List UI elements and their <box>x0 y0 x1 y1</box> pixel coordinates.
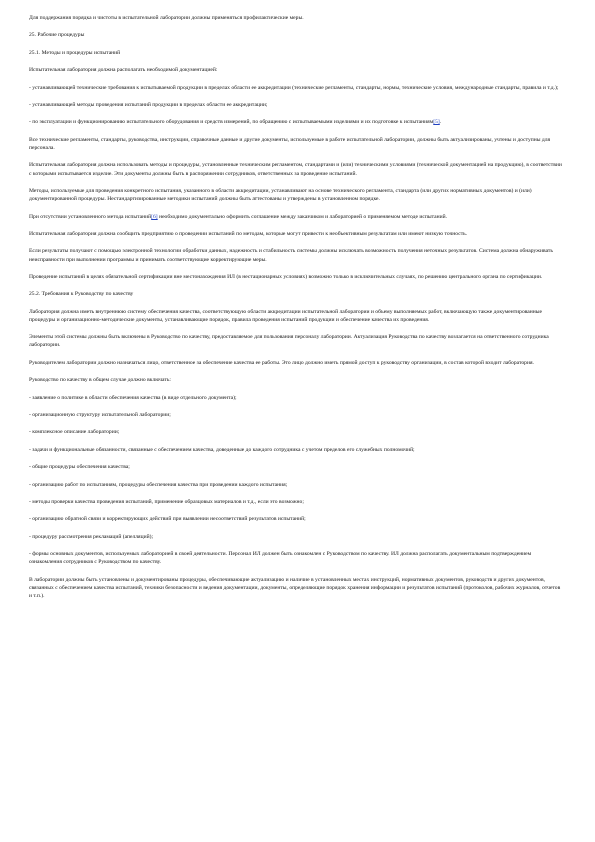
paragraph: Проведение испытаний в целях обязательной сертификации вне местонахождения ИЛ (в нестационарных условиях) возможно только в исключительных случаях, по решению центрального органа по сертификации. <box>29 273 543 280</box>
list-item-text: - по эксплуатации и функционированию испытательного оборудования и средств измерений, по обращению с испытываемыми изделиями и их подготовке к испытаниям <box>29 119 434 126</box>
paragraph-maintenance: Для поддержания порядка и чистоты в испытательной лаборатории должны применяться профилактические меры. <box>29 15 304 21</box>
list-item: - методы проверки качества проведения испытаний, применение образцовых материалов и т.д., если это возможно; <box>29 498 304 505</box>
list-item: - общие процедуры обеспечения качества; <box>29 464 130 471</box>
paragraph <box>29 213 563 221</box>
subsection-heading-25-2: 25.2. Требования к Руководству по качеству <box>29 291 134 298</box>
list-item: - комплексное описание лаборатории; <box>29 429 120 436</box>
list-item: - формы основных документов, используемых лабораторией в своей деятельности. Персонал ИЛ должен быть ознакомлен с Руководством по качеству. ИЛ должна располагать документальным подтверждением ознакомления сотрудников с Руководством по качеству. <box>29 551 532 566</box>
list-item: - организационную структуру испытательной лаборатории; <box>29 412 171 419</box>
paragraph-documentation: Испытательная лаборатория должна располагать необходимой документацией: <box>29 67 218 74</box>
list-item <box>29 118 563 126</box>
paragraph: Руководство по качеству в общем случае должно включать: <box>29 377 171 384</box>
list-item: - организацию обратной связи и корректирующих действий при выявлении несоответствий результатов испытаний; <box>29 516 306 523</box>
list-item: - задачи и функциональные обязанности, связанные с обеспечением качества, доведенные до каждого сотрудника с учетом пределов его служебных полномочий; <box>29 446 415 453</box>
paragraph: Элементы этой системы должны быть включены в Руководство по качеству, предоставляемое для пользования персоналу лаборатории. Актуализация Руководства по качеству возлагается на ответственного сотрудника лаборатории. <box>29 334 549 349</box>
paragraph: Испытательная лаборатория должна использовать методы и процедуры, установленные техническим регламентом, стандартами и (или) техническими условиями (технической документацией на продукцию), в соответствии с которыми испытывается изделие. Эти документы должны быть в распоряжении сотрудников, ответственных за проведение испытаний. <box>29 162 562 177</box>
paragraph: Руководителем лаборатории должно назначаться лицо, ответственное за обеспечение качества ее работы. Это лицо должно иметь прямой доступ к руководству организации, в состав которой входит лаборатория. <box>29 359 534 366</box>
footnote-link[interactable]: [5] <box>433 119 440 126</box>
document-body <box>29 14 563 610</box>
paragraph-tail: необходимо документально оформить соглашение между заказчиком и лабораторией о применяемом методе испытаний. <box>157 213 448 220</box>
section-heading-25: 25. Рабочие процедуры <box>29 32 85 39</box>
paragraph: Если результаты получают с помощью электронной технологии обработки данных, надежность и стабильность системы должны исключать возможность получения неточных результатов. Система должна обнаруживать неисправности при выполнении программы и принимать соответствующие корректирующие меры. <box>29 248 553 263</box>
paragraph: Лаборатория должна иметь внутреннюю систему обеспечения качества, соответствующую области аккредитации испытательной лаборатории и объему выполняемых работ, включающую также документированные процедуры и организационно-методические документы, устанавливающие порядок, правила проведения испытаний продукции и обеспечение качества их проведения. <box>29 308 543 323</box>
list-item: - процедуру рассмотрения рекламаций (апелляций); <box>29 533 154 540</box>
subsection-heading-25-1: 25.1. Методы и процедуры испытаний <box>29 49 121 56</box>
paragraph: Испытательная лаборатория должна сообщить предприятию о проведении испытаний по методам, которые могут привести к необъективным результатам или имеют низкую точность. <box>29 230 468 237</box>
list-item: - устанавливающей методы проведения испытаний продукции в пределах области ее аккредитации; <box>29 101 268 108</box>
paragraph-text: При отсутствии установленного метода испытаний <box>29 213 152 220</box>
paragraph: Все технические регламенты, стандарты, руководства, инструкции, справочные данные и другие документы, используемые в работе испытательной лаборатории, должны быть актуализированы, учтены и доступны для персонала. <box>29 136 551 151</box>
list-item: - устанавливающей технические требования к испытываемой продукции в пределах области ее аккредитации (технические регламенты, стандарты, нормы, технические условия, международные стандарты, правила и т.д.); <box>29 84 559 91</box>
list-item: - заявление о политике в области обеспечения качества (в виде отдельного документа); <box>29 394 237 401</box>
list-item: - организацию работ по испытаниям, процедуры обеспечения качества при проведении каждого испытания; <box>29 481 288 488</box>
paragraph: В лаборатории должны быть установлены и документированы процедуры, обеспечивающие актуализацию и наличие в установленных местах инструкций, нормативных документов, руководств и других документов, связанных с обеспечением качества испытаний, техники безопасности и ведения документации, документы, определяющие порядок хранения информации и результатов испытаний (протоколов, рабочих журналов, отчетов и т.п.). <box>29 576 561 600</box>
paragraph: Методы, используемые для проведения конкретного испытания, указанного в области аккредитации, устанавливают на основе технического регламента, стандарта (или других нормативных документов) и (или) документированной процедуры. Нестандартизированные методики испытаний должны быть аттестованы и утверждены в установленном порядке. <box>29 187 532 203</box>
list-item-tail: . <box>439 119 442 126</box>
footnote-link[interactable]: [6] <box>151 213 158 220</box>
